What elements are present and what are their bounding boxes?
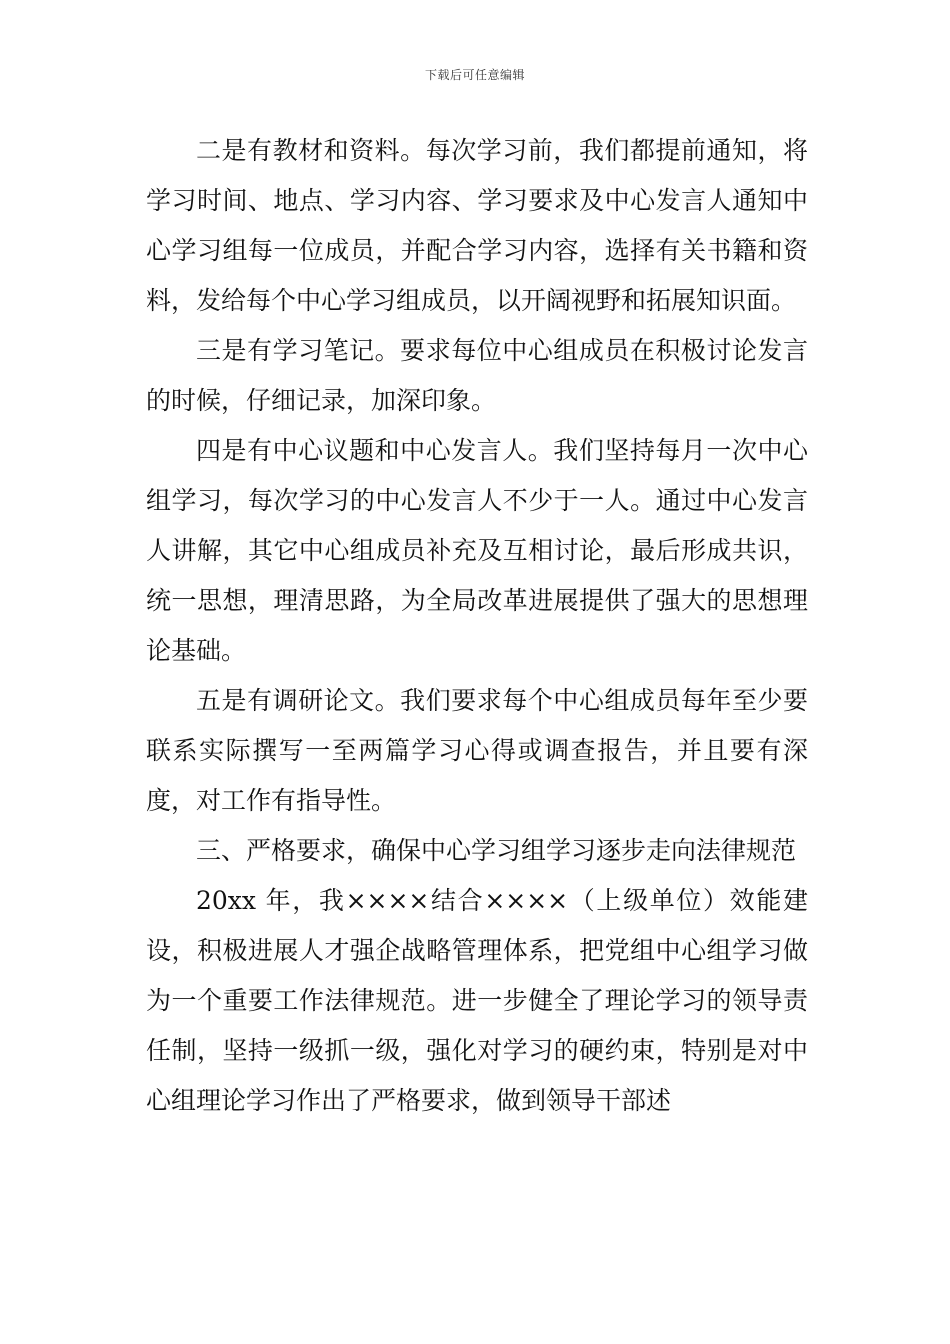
paragraph-notes: 三是有学习笔记。要求每位中心组成员在积极讨论发言的时候，仔细记录，加深印象。 <box>146 336 808 415</box>
document-body <box>146 126 808 1126</box>
paragraph-year-summary: 20xx 年，我××××结合××××（上级单位）效能建设，积极进展人才强企战略管理体系，把党组中心组学习做为一个重要工作法律规范。进一步健全了理论学习的领导责任制，坚持一级抓一级，强化对学习的硬约束，特别是对中心组理论学习作出了严格要求，做到领导干部述 <box>146 886 808 1115</box>
section-heading-strict-requirements: 三、严格要求，确保中心学习组学习逐步走向法律规范 <box>196 836 797 865</box>
page-header: 下载后可任意编辑 <box>424 68 525 82</box>
paragraph-central-topic: 四是有中心议题和中心发言人。我们坚持每月一次中心组学习，每次学习的中心发言人不少于一人。通过中心发言人讲解，其它中心组成员补充及互相讨论，最后形成共识，统一思想，理清思路，为全局改革进展提供了强大的思想理论基础。 <box>146 436 808 665</box>
paragraph-textbooks: 二是有教材和资料。每次学习前，我们都提前通知，将学习时间、地点、学习内容、学习要求及中心发言人通知中心学习组每一位成员，并配合学习内容，选择有关书籍和资料，发给每个中心学习组成员，以开阔视野和拓展知识面。 <box>146 136 808 315</box>
paragraph-research-papers: 五是有调研论文。我们要求每个中心组成员每年至少要联系实际撰写一至两篇学习心得或调查报告，并且要有深度，对工作有指导性。 <box>146 686 808 815</box>
